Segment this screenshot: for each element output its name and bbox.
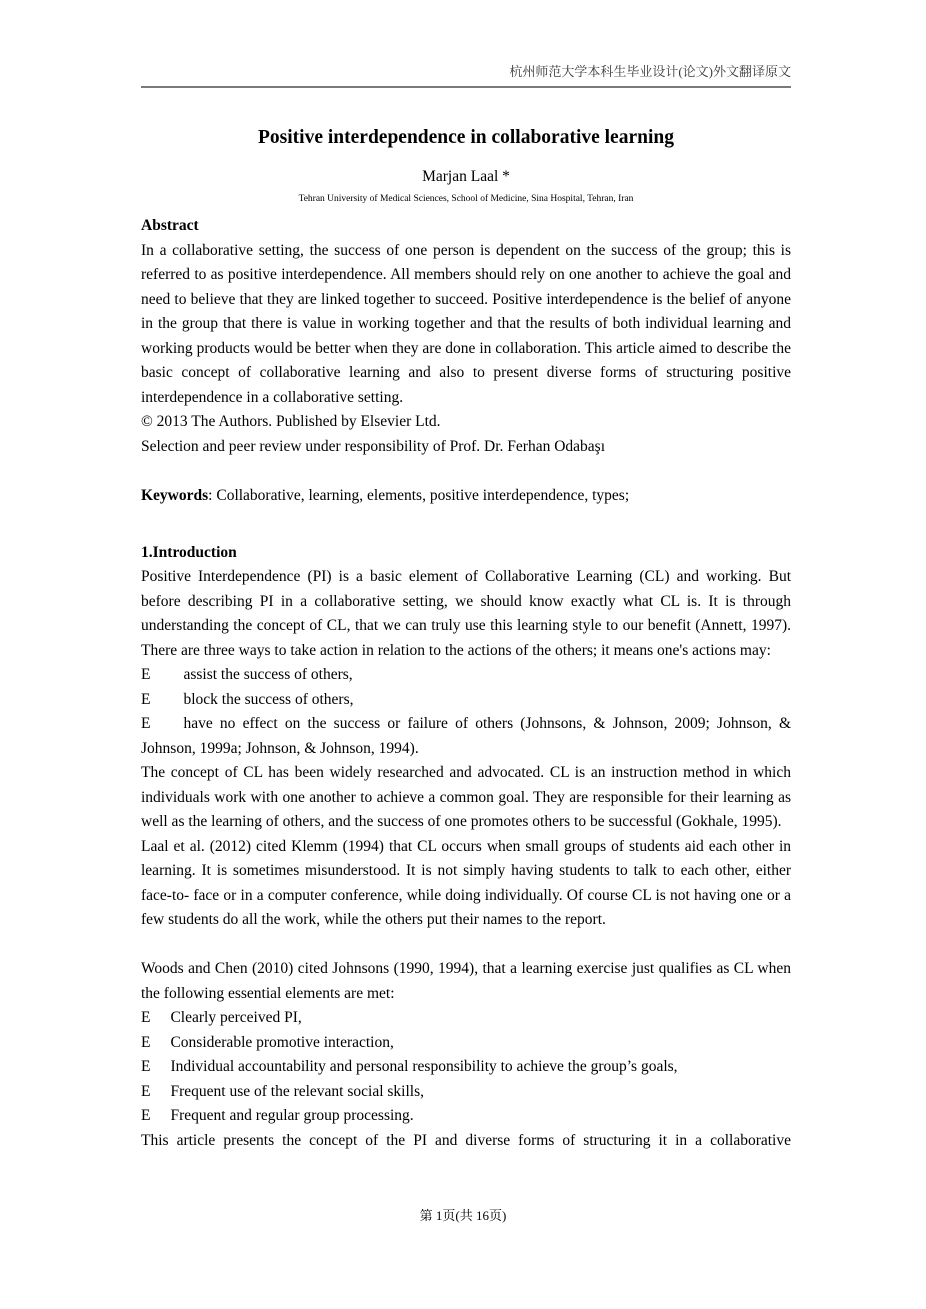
header-rule: [141, 86, 791, 88]
list-item: [141, 1006, 791, 1031]
blank-line: [141, 508, 791, 533]
list-item: [141, 1104, 791, 1129]
affiliation-line: Tehran University of Medical Sciences, School of Medicine, Sina Hospital, Tehran, Iran: [298, 194, 634, 204]
bullet-text: block the success of others,: [183, 690, 354, 708]
list-item: [141, 712, 791, 761]
introduction-paragraph-5: This article presents the concept of the PI and diverse forms of structuring it in a collaborative: [141, 1131, 791, 1149]
bullet-marker: E: [141, 1033, 151, 1051]
bullet-marker: E: [141, 1107, 151, 1124]
introduction-paragraph-1: Positive Interdependence (PI) is a basic element of Collaborative Learning (CL) and working. But before describing PI in a collaborative setting, we should know exactly what CL is. It is through understanding the concept of CL, that we can truly use this learning style to our benefit (Annett, 1997). There are three ways to take action in relation to the actions of the others; it means one's actions may:: [141, 568, 791, 659]
bullet-text: Individual accountability and personal responsibility to achieve the group’s goals,: [170, 1058, 678, 1075]
bullet-marker: E: [141, 1009, 151, 1026]
paper-title: Positive interdependence in collaborative learning: [258, 127, 674, 148]
peer-review-line: Selection and peer review under responsibility of Prof. Dr. Ferhan Odabaşı: [141, 437, 606, 455]
bullet-text: Frequent use of the relevant social skills,: [170, 1082, 425, 1100]
bullet-text: assist the success of others,: [183, 666, 353, 683]
bullet-marker: E: [141, 666, 151, 683]
introduction-paragraph-3: Laal et al. (2012) cited Klemm (1994) that CL occurs when small groups of students aid each other in learning. It is sometimes misunderstood. It is not simply having students to talk to each other, either face-to- face or in a computer conference, while doing individually. Of course CL is not having one or a few students do all the work, while the others put their names to the report.: [141, 837, 791, 928]
bullet-text: Considerable promotive interaction,: [170, 1033, 394, 1051]
page-header-text: 杭州师范大学本科生毕业设计(论文)外文翻译原文: [509, 64, 791, 79]
bullet-marker: E: [141, 1058, 151, 1075]
blank-line: [141, 459, 791, 484]
keywords-label: Keywords: [141, 486, 209, 504]
bullet-text: Clearly perceived PI,: [170, 1009, 302, 1026]
abstract-heading: Abstract: [141, 217, 199, 234]
list-item: [141, 688, 791, 713]
abstract-paragraph: In a collaborative setting, the success of one person is dependent on the success of the group; this is referred to as positive interdependence. All members should rely on one another to achieve the goal and need to believe that they are linked together to succeed. Positive interdependence is the belief of anyone in the group that there is value in working together and that the results of both individual learning and working products would be better when they are done in collaboration. This article aimed to describe the basic concept of collaborative learning and also to present diverse forms of structuring positive interdependence in a collaborative setting.: [141, 241, 791, 406]
list-item: [141, 1080, 791, 1105]
introduction-paragraph-2: The concept of CL has been widely researched and advocated. CL is an instruction method in which individuals work with one another to achieve a common goal. They are responsible for their learning as well as the learning of others, and the success of one promotes others to be successful (Gokhale, 1995).: [141, 764, 791, 830]
introduction-heading: 1.Introduction: [141, 543, 237, 561]
keywords-line: [141, 484, 791, 509]
list-item: [141, 1055, 791, 1080]
bullet-text: Frequent and regular group processing.: [170, 1107, 414, 1124]
blank-line: [141, 933, 791, 958]
author-line: Marjan Laal *: [422, 168, 510, 185]
bullet-marker: E: [141, 1082, 151, 1100]
bullet-marker: E: [141, 715, 151, 732]
list-item: [141, 1031, 791, 1056]
bullet-marker: E: [141, 690, 151, 708]
document-content: [141, 0, 791, 1153]
introduction-paragraph-4: Woods and Chen (2010) cited Johnsons (1990, 1994), that a learning exercise just qualifies as CL when the following essential elements are met:: [141, 960, 791, 1002]
keywords-text: : Collaborative, learning, elements, positive interdependence, types;: [208, 486, 630, 504]
page-number-footer: 第 1页(共 16页): [419, 1208, 507, 1223]
list-item: [141, 663, 791, 688]
bullet-text: have no effect on the success or failure of others (Johnsons, & Johnson, 2009; Johnson, & Johnson, 1999a; Johnson, & Johnson, 1994).: [141, 715, 791, 757]
copyright-line: © 2013 The Authors. Published by Elsevier Ltd.: [141, 413, 441, 430]
